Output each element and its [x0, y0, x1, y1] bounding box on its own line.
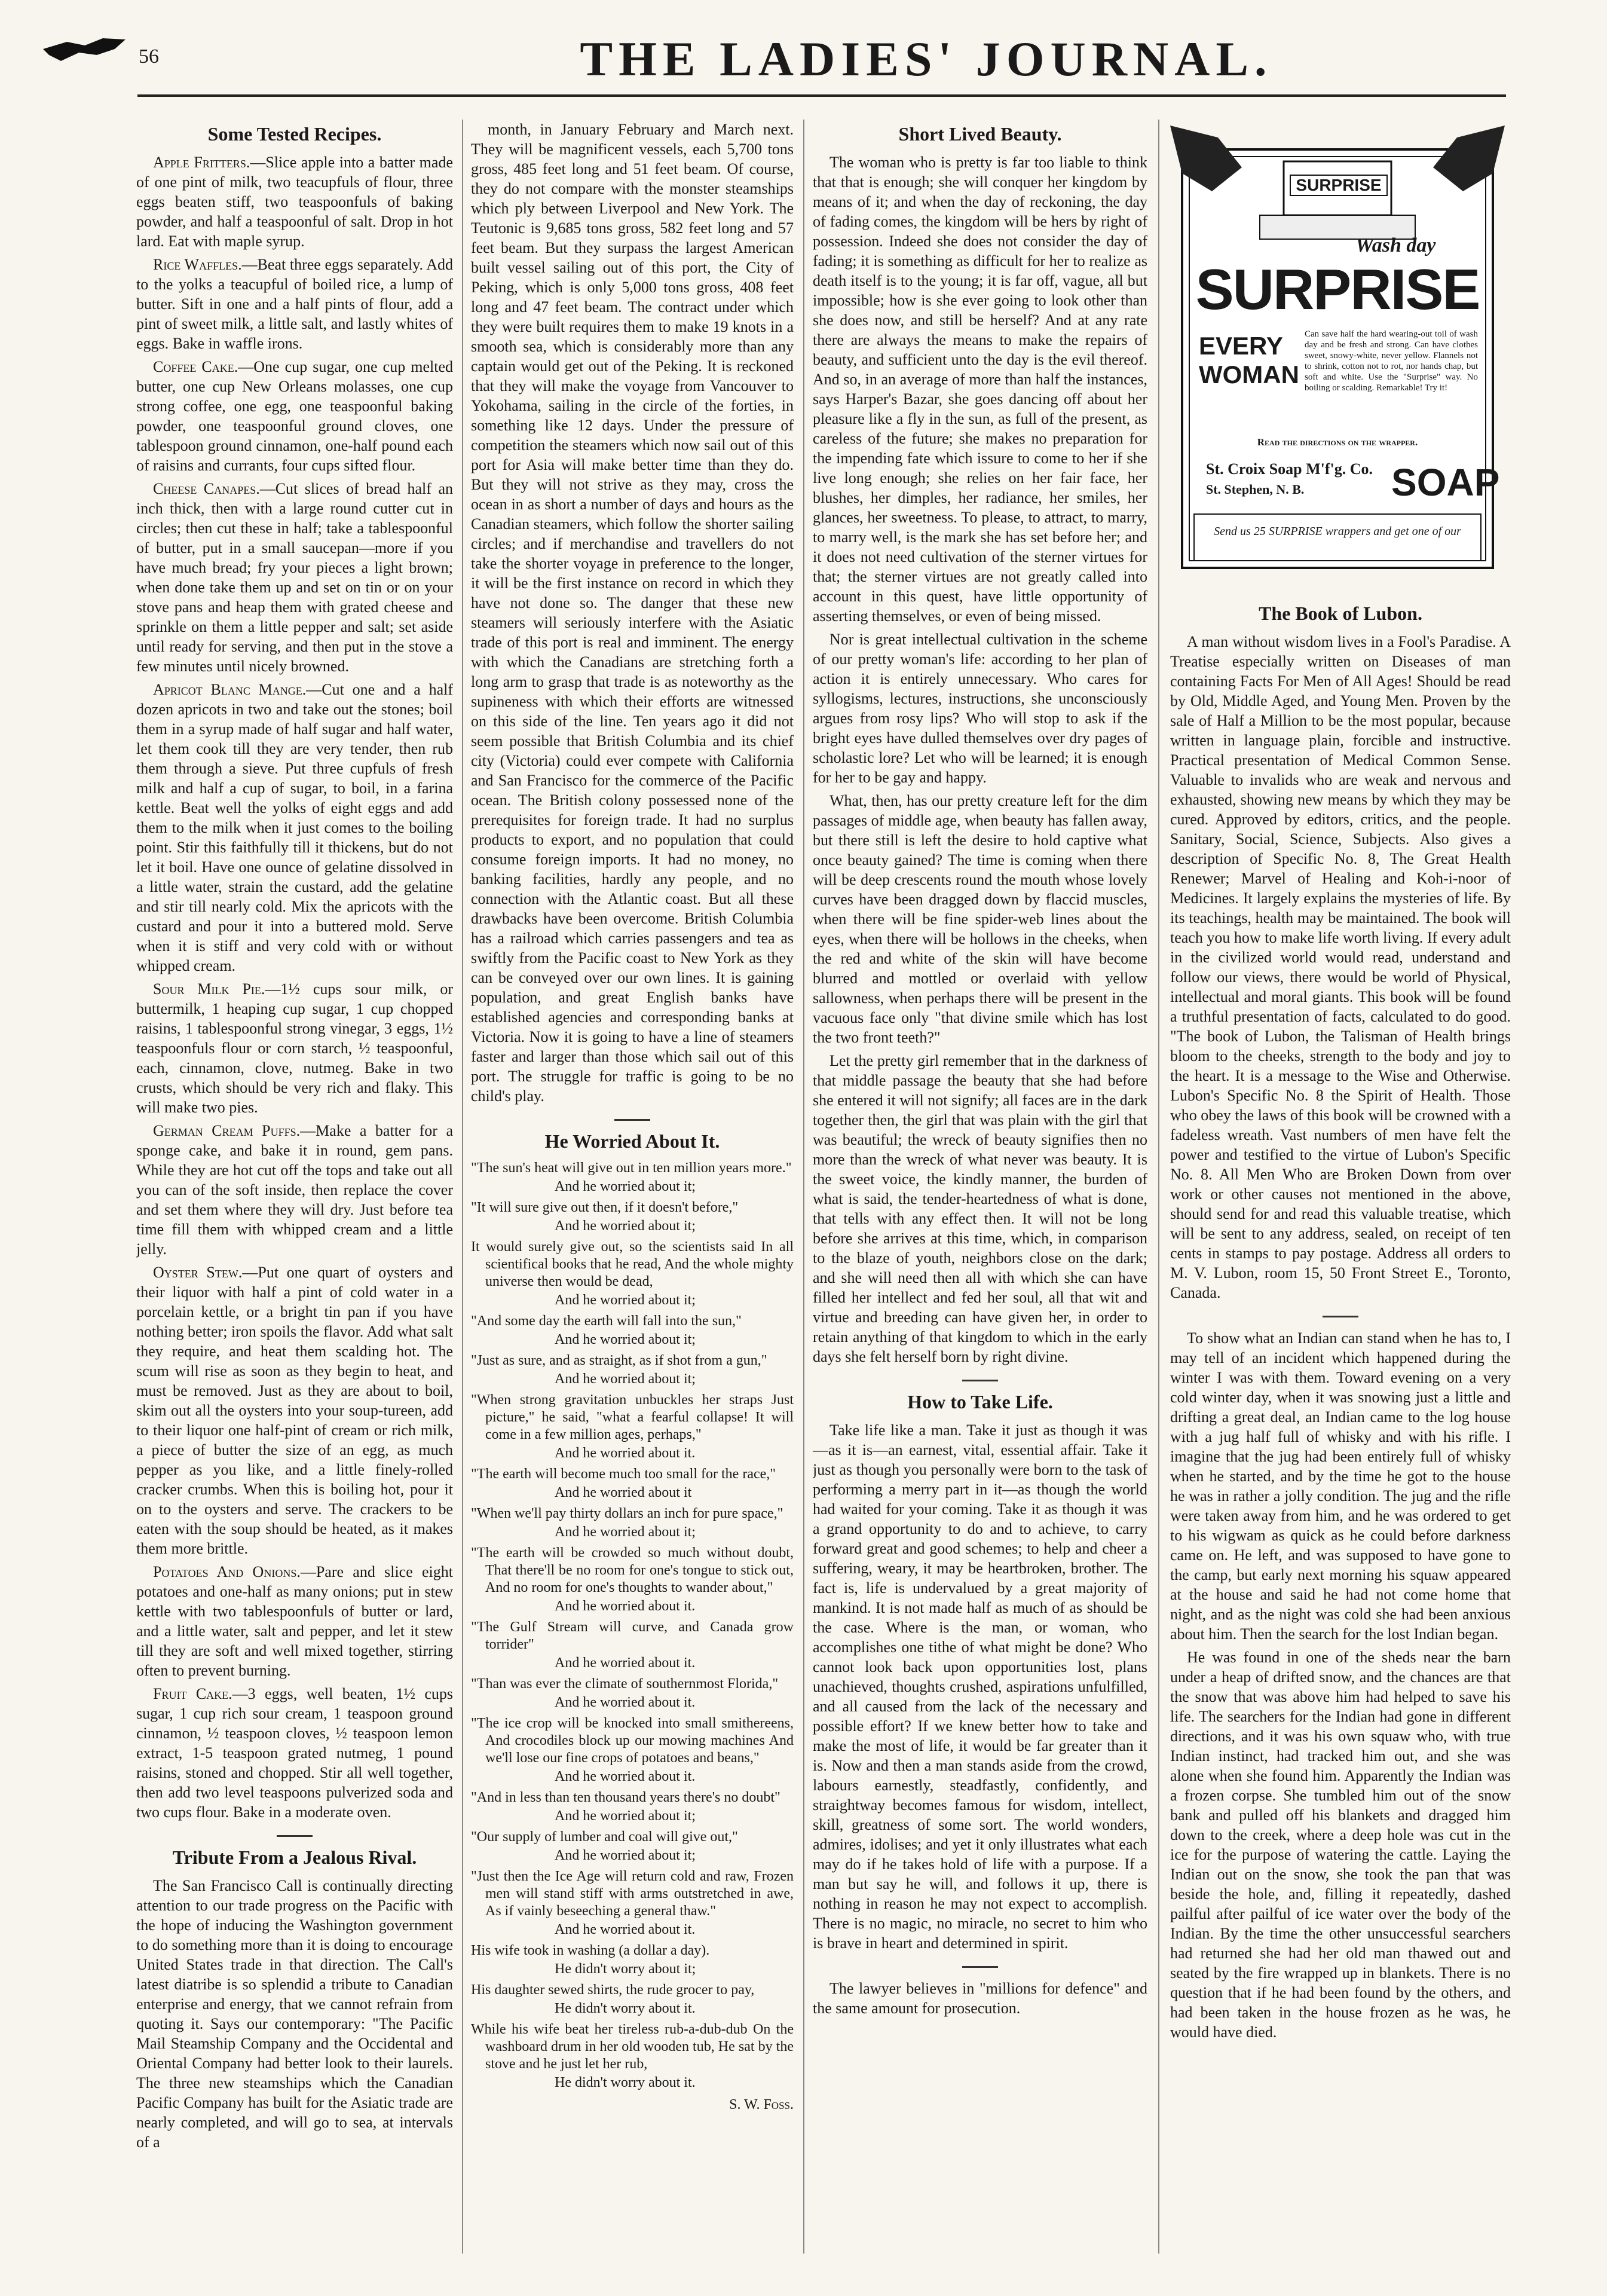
ad-big-word: SURPRISE	[1195, 258, 1480, 322]
recipe-paragraph	[136, 979, 453, 1117]
poem-refrain: And he worried about it;	[555, 1524, 696, 1540]
recipe-text: —Slice apple into a batter made of one pint of milk, two teacupfuls of flour, three eggs beaten stiff, two teaspoonfuls of baking powder, and half a teaspoonful of salt. Drop in hot lard. Eat with maple syrup.	[136, 154, 453, 250]
recipe-paragraph	[136, 357, 453, 475]
recipes-list	[136, 152, 453, 1822]
recipe-text: —3 eggs, well beaten, 1½ cups sugar, 1 cup rich sour cream, 1 teaspoon ground cinnamon, ½ teaspoon cloves, ½ teaspoon lemon extract, 1-5 teaspoon grated nutmeg, 1 pound raisins, stoned and chopped. Stir all well together, then add two level teaspoons pulverized soda and two cups flour. Bake in a moderate oven.	[136, 1685, 453, 1821]
poem-line: "When strong gravitation unbuckles her straps Just picture," he said, "what a fearful collapse! It will come in a few million ages, perhaps,"	[471, 1392, 794, 1442]
recipe-name: Potatoes And Onions.	[153, 1563, 301, 1580]
recipe-name: Cheese Canapes.	[153, 480, 260, 497]
corner-ornament	[43, 37, 127, 70]
tribute-heading: Tribute From a Jealous Rival.	[172, 1846, 417, 1868]
poem-refrain: And he worried about it;	[555, 1179, 696, 1194]
poem-line: "And some day the earth will fall into the sun,"	[471, 1313, 742, 1329]
beauty-heading: Short Lived Beauty.	[898, 123, 1062, 145]
poem-line: "Than was ever the climate of southernmost Florida,"	[471, 1676, 779, 1692]
recipe-name: Rice Waffles.	[153, 256, 242, 273]
column-divider	[462, 120, 463, 2254]
poem-line: "And in less than ten thousand years there's no doubt"	[471, 1790, 780, 1805]
lubon-paragraph: A man without wisdom lives in a Fool's Paradise. A Treatise especially written on Diseases of man containing Facts For Men of All Ages! Should be read by Old, Middle Aged, and Young Men. Proven by the sale of Half a Million to be the most popular, because written in language plain, forcible and instructive. Practical presentation of Medical Common Sense. Valuable to invalids who are weak and nervous and exhausted, showing new means by which they may be cured. Approved by editors, critics, and the people. Sanitary, Social, Science, Subjects. Also gives a description of Specific No. 8, The Great Health Renewer; Marvel of Healing and Koh-i-noor of Medicines. It largely explains the mysteries of life. By its teachings, health may be maintained. The book will teach you how to make life worth living. If every adult in the civilized world would read, understand and follow our views, there would be world of Physical, intellectual and moral giants. This book will be found a truthful presentation of facts, calculated to do good. "The book of Lubon, the Talisman of Health brings bloom to the cheeks, strength to the body and joy to the heart. It is a message to the Wise and Otherwise. Lubon's Specific No. 8 the Spirit of Health. Those who obey the laws of this book will be crowned with a fadeless wreath. Vast numbers of men have felt the power and testified to the virtue of Lubon's Specific No. 8. All Men Who are Broken Down from over work or other causes not mentioned in the above, should send for and read this valuable treatise, which will be sent to any address, sealed, on receipt of ten cents in stamps to pay postage. Address all orders to M. V. Lubon, room 15, 50 Front Street E., Toronto, Canada.	[1170, 633, 1511, 1301]
recipe-paragraph	[136, 479, 453, 676]
poem-line: "The earth will be crowded so much without doubt, That there'll be no room for one's tongue to stick out, And no room for one's thoughts to wander about,"	[471, 1545, 794, 1595]
section-divider	[614, 1119, 650, 1121]
recipe-name: Apricot Blanc Mange.	[153, 681, 307, 698]
section-divider	[962, 1380, 998, 1381]
column-2	[471, 120, 794, 2254]
poem-line: "Our supply of lumber and coal will give out,"	[471, 1829, 738, 1845]
poem-refrain: He didn't worry about it.	[555, 2001, 696, 2016]
section-divider	[277, 1835, 313, 1837]
poem	[471, 1160, 794, 2092]
recipe-name: Coffee Cake.	[153, 358, 238, 375]
recipe-text: —Beat three eggs separately. Add to the yolks a teacupful of boiled rice, a lump of butter. Sift in one and a half pints of flour, add a pint of sweet milk, a little salt, and lastly whites of eggs. Bake in waffle irons.	[136, 256, 453, 352]
poem-line: "It will sure give out then, if it doesn't before,"	[471, 1200, 739, 1215]
poem-author: S. W. Foss.	[729, 2097, 794, 2112]
poem-refrain: And he worried about it;	[555, 1848, 696, 1863]
poem-refrain: And he worried about it;	[555, 1332, 696, 1347]
recipe-paragraph	[136, 1562, 453, 1680]
poem-line: "The ice crop will be knocked into small smithereens, And crocodiles block up our mowing machines And we'll lose our fine crops of potatoes and beans,"	[471, 1716, 794, 1766]
recipe-paragraph	[136, 1684, 453, 1822]
recipe-paragraph	[136, 1121, 453, 1259]
page-number: 56	[139, 45, 159, 68]
poem-refrain: And he worried about it.	[555, 1655, 696, 1671]
surprise-soap-advertisement	[1170, 126, 1505, 592]
poem-refrain: And he worried about it.	[555, 1695, 696, 1710]
lawyer-note: The lawyer believes in "millions for defence" and the same amount for prosecution.	[813, 1980, 1147, 2017]
recipe-text: —Pare and slice eight potatoes and one-half as many onions; put in stew kettle with two tablespoonfuls of butter or lard, and a little water, salt and pepper, and let it stew till they are soft and well mixed together, stirring often to prevent burning.	[136, 1563, 453, 1679]
poem-refrain: And he worried about it;	[555, 1292, 696, 1308]
beauty-paragraph: Nor is great intellectual cultivation in the scheme of our pretty woman's life: according to her plan of action it is entirely unnecessary. Who cares for syllogisms, lectures, instructions, she unconsciously argues from rosy lips? Who will stop to ask if the bright eyes have dulled themselves over dry pages of scholastic lore? Let who will be learned; it is enough for her to be gay and happy.	[813, 631, 1147, 786]
lubon-heading: The Book of Lubon.	[1259, 603, 1422, 624]
recipe-paragraph	[136, 1262, 453, 1558]
poem-line: "The earth will become much too small for the race,"	[471, 1466, 776, 1482]
poem-line: "When we'll pay thirty dollars an inch for pure space,"	[471, 1506, 783, 1521]
poem-refrain: And he worried about it.	[555, 1769, 696, 1784]
recipe-text: —Put one quart of oysters and their liquor with half a pint of cold water in a porcelain kettle, or a bright tin pan if you have nothing better; iron spoils the flavor. Add what salt they require, and heat them scalding hot. The scum will rise as soon as they begin to heat, and must be removed. Just as they are about to boil, skim out all the oysters into your soup-tureen, add to their liquor one half-pint of cream or rich milk, a piece of butter the size of an egg, as much pepper as you like, and a little finely-rolled cracker crumbs. When this is boiling hot, pour it on to the oysters and serve. The crackers to be eaten with the soup should be heated, as it makes them more brittle.	[136, 1264, 453, 1557]
poem-line: "Just then the Ice Age will return cold and raw, Frozen men will stand stiff with arms outstretched in awe, As if vainly beseeching a general thaw."	[471, 1869, 794, 1919]
column-divider	[1158, 120, 1159, 2254]
ad-place: St. Stephen, N. B.	[1206, 482, 1305, 497]
poem-refrain: And he worried about it;	[555, 1808, 696, 1824]
column-divider	[803, 120, 804, 2254]
indian-paragraph: To show what an Indian can stand when he has to, I may tell of an incident which happened during the winter I was with them. Toward evening on a very cold winter day, when it was snowing just a little and drifting a great deal, an Indian came to the log house with a jug half full of whisky and with his rifle. I imagine that the jug had been entirely full of whisky when he started, and by the time he got to the house he was in rather a jolly condition. The jug and the rifle were taken away from him, and he was ordered to get to his wigwam as quick as he could before darkness came on. He left, and was supposed to have gone to the camp, but early next morning his squaw appeared at the house and said he had not come home that night, and as the night was cold she had been anxious about him. Then the search for the lost Indian began.	[1170, 1329, 1511, 1643]
ad-copy: Can save half the hard wearing-out toil of wash day and be fresh and strong. Can have clothes sweet, snowy-white, never yellow. Flannels not to shrink, cotton not to rot, nor hands chap, but soft and white. Use the "Surprise" way. No boiling or scalding. Remarkable! Try it!	[1305, 329, 1478, 393]
column-3	[813, 120, 1147, 2254]
beauty-article	[813, 152, 1147, 1366]
indian-paragraph: He was found in one of the sheds near the barn under a heap of drifted snow, and the chances are that the snow that was above him had helped to save his life. The searchers for the Indian had gone in different directions, and it was his own squaw who, with true Indian instinct, had tracked him out, and she was alone when she found him. Apparently the Indian was a frozen corpse. She tumbled him out of the snow bank and pulled off his blankets and dragged him down to the creek, where a deep hole was cut in the ice for the purpose of watering the cattle. Laying the Indian out on the snow, she took the pan that was beside the hole, and, filling it repeatedly, dashed pailful after pailful of ice water over the body of the Indian. By the time the other unsuccessful searchers had returned she had her old man thawed out and seated by the fire wrapped up in blankets. There is no question that if he had been found by the others, and had been taken in the house frozen as he was, he would have died.	[1170, 1649, 1511, 2041]
poem-refrain: He didn't worry about it.	[555, 2075, 696, 2090]
poem-line: While his wife beat her tireless rub-a-dub-dub On the washboard drum in her old wooden tub, He sat by the stove and he just let her rub,	[471, 2022, 794, 2072]
recipe-text: —Cut one and a half dozen apricots in two and take out the stones; boil them in a syrup made of half sugar and half water, let them cook till they are very tender, then rub them through a sieve. Put three cupfuls of fresh milk and half a cup of sugar, to boil, in a farina kettle. Beat well the yolks of eight eggs and add them to the milk when it just comes to the boiling point. Stir this faithfully till it thickens, but do not let it boil. Have one ounce of gelatine dissolved in a little water, strain the custard, add the gelatine and stir till nearly cold. Mix the apricots with the custard and pour it into a buttered mold. Serve when it is stiff and very cold with or without whipped cream.	[136, 681, 453, 974]
poem-line: His daughter sewed shirts, the rude grocer to pay,	[471, 1982, 755, 1998]
ad-directions: Read the directions on the wrapper.	[1257, 436, 1418, 448]
life-heading: How to Take Life.	[907, 1391, 1053, 1413]
recipes-heading: Some Tested Recipes.	[207, 123, 382, 145]
recipe-paragraph	[136, 255, 453, 353]
recipe-paragraph	[136, 680, 453, 976]
beauty-paragraph: The woman who is pretty is far too liable to think that that is enough; she will conquer her kingdom by means of it; and when the day of reckoning, the day of fading comes, the kingdom will be hers by right of possession. Indeed she does not consider the day of fading; it is something as difficult for her to realize as death itself is to the young; it is far off, vague, all but impossible; how is she ever going to look other than she does now, and still be herself? And at any rate there are always the means to make the repairs of beauty, and sufficient unto the day is the evil thereof. And so, in an average of more than half the instances, says Harper's Bazar, she goes dancing off about her pleasure like a fly in the sun, as full of the present, as careless of the future; she makes no preparation for the impending fate which issure to come to her if she live long enough; she relies on her fair face, her blushes, her dimples, her radiance, her smiles, her glances, her sweetness. To please, to attract, to marry, to marry well, is the mark she has set before her; and it does not need cultivation of the sterner virtues for that; the sterner virtues are not greatly called into account in this quest, have little opportunity of asserting themselves, or even of being missed.	[813, 154, 1147, 625]
worried-heading: He Worried About It.	[544, 1130, 720, 1152]
column-1	[136, 120, 453, 2254]
recipe-name: Apple Fritters.	[153, 154, 250, 171]
section-divider	[1323, 1316, 1358, 1317]
recipe-name: German Cream Puffs.	[153, 1122, 301, 1139]
recipe-name: Fruit Cake.	[153, 1685, 232, 1702]
poem-refrain: And he worried about it.	[555, 1922, 696, 1937]
ad-soap-word: SOAP	[1391, 461, 1500, 504]
column-4	[1170, 120, 1511, 2254]
poem-refrain: And he worried about it;	[555, 1218, 696, 1234]
poem-line: "The sun's heat will give out in ten million years more."	[471, 1160, 792, 1176]
life-article	[813, 1420, 1147, 1953]
indian-article	[1170, 1328, 1511, 2042]
poem-line: "The Gulf Stream will curve, and Canada grow torrider"	[471, 1619, 794, 1652]
poem-refrain: He didn't worry about it;	[555, 1961, 696, 1977]
recipe-text: —One cup sugar, one cup melted butter, one cup New Orleans molasses, one cup strong coffee, one egg, one teaspoonful baking powder, one teaspoonful ground cloves, one tablespoon ground cinnamon, one-half pound each of raisins and currants, four cups sifted flour.	[136, 358, 453, 474]
recipe-name: Oyster Stew.	[153, 1264, 243, 1281]
ad-small-word: Wash day	[1355, 234, 1436, 256]
poem-line: "Just as sure, and as straight, as if shot from a gun,"	[471, 1353, 767, 1368]
poem-line: His wife took in washing (a dollar a day).	[471, 1943, 710, 1958]
masthead-rule	[137, 94, 1506, 97]
section-divider	[962, 1966, 998, 1968]
recipe-paragraph	[136, 152, 453, 251]
tribute-paragraph: The San Francisco Call is continually directing attention to our trade progress on the Pacific with the hope of inducing the Washington government to do something more than it is doing to encourage United States trade in that direction. The Call's latest diatribe is so splendid a tribute to Canadian enterprise and energy, that we cannot refrain from quoting it. Says our contemporary: "The Pacific Mail Steamship Company and the Occidental and Oriental Company had better look to their laurels. The three new steamships which the Canadian Pacific Company has built for the Asiatic trade are nearly completed, and will go to sea, at intervals of a	[136, 1877, 453, 2151]
poem-refrain: And he worried about it.	[555, 1598, 696, 1614]
ad-footer: Send us 25 SURPRISE wrappers and get one of our	[1214, 525, 1461, 538]
masthead-title: THE LADIES' JOURNAL.	[580, 32, 1273, 86]
life-paragraph: Take life like a man. Take it just as though it was—as it is—an earnest, vital, essential affair. Take it just as though you personally were born to the task of performing a merry part in it—as though the world had waited for your coming. Take it as though it was a grand opportunity to do and to achieve, to carry forward great and good schemes; to help and cheer a suffering, weary, it may be heartbroken, brother. The fact is, life is undervalued by a great majority of mankind. It is not made half as much of as should be the case. Where is the man, or woman, who accomplishes one tithe of what might be done? Who cannot look back upon opportunities lost, plans unachieved, thoughts crushed, aspirations unfulfilled, and all caused from the lack of the necessary and possible effort? If we knew better how to take and make the most of life, it would be far greater than it is. Now and then a man stands aside from the crowd, labours earnestly, steadfastly, confidently, and straightway becomes famous for wisdom, intellect, skill, greatness of some sort. The world wonders, admires, idolises; and yet it only illustrates what each may do if he takes hold of life with a purpose. If a man but say he will, and follows it up, there is nothing in reason he may not expect to accomplish. There is no magic, no miracle, no secret to him who is brave in heart and determined in spirit.	[813, 1421, 1147, 1952]
poem-line: It would surely give out, so the scientists said In all scientifical books that he read, And the whole mighty universe then would be dead,	[471, 1239, 794, 1289]
poem-refrain: And he worried about it.	[555, 1445, 696, 1461]
poem-refrain: And he worried about it;	[555, 1371, 696, 1387]
beauty-paragraph: What, then, has our pretty creature left for the dim passages of middle age, when beauty has fallen away, but there still is left the desire to hold captive what once beauty gained? The time is coming when there will be deep crescents round the mouth whose lovely curves have been dragged down by flaccid muscles, when there will be fine spider-web lines about the eyes, when there will be hollows in the cheeks, when the red and white of the skin will have become blurred and mottled or overlaid with yellow sallowness, when perhaps there will be present in the vacuous face only "that divine smile which has lost the two front teeth?"	[813, 792, 1147, 1046]
tribute-paragraph: month, in January February and March next. They will be magnificent vessels, each 5,700 tons gross, 485 feet long and 51 feet beam. Of course, they do not compare with the monster steamships which ply between Liverpool and New York. The Teutonic is 9,685 tons gross, 582 feet long and 57 feet beam. But they surpass the largest American built vessel sailing out of this port, the City of Peking, which is only 5,000 tons gross, 408 feet long and 47 feet beam. The contract under which they were built requires them to make 19 knots in a smooth sea, which is considerably more than any captain would get out of the Peking. It is reckoned that they will make the voyage from Vancouver to Yokohama, sailing in the circle of the forties, in something like 12 days. Under the pressure of competition the steamers which now sail out of this port for Asia will make better time than they do. But they will not strive as they may, cross the ocean in as short a number of days and hours as the Canadian steamers, which follow the shorter sailing circles; and if merchandise and travellers do not take the shorter voyage in preference to the longer, it will be the first instance on record in which they have not done so. The danger that these new steamers will seriously interfere with the Asiatic trade of this port is real and imminent. The energy with which the Canadians are stretching forth a long arm to grasp that trade is as noteworthy as the supineness with which their efforts are witnessed on this side of the line. Ten years ago it did not seem possible that British Columbia and its chief city (Victoria) could ever compete with California and San Francisco for the commerce of the Pacific ocean. The British colony possessed none of the prerequisites for foreign trade. It had no surplus products to export, and no population that could consume foreign imports. It had no money, no banking facilities, hardly any people, and no connection with the Atlantic coast. But all these drawbacks have been overcome. British Columbia has a railroad which carries passengers and tea as swiftly from the Pacific coast to New York as they can be conveyed over our own lines. It is gaining population, and great English banks have established agencies and corresponding banks at Victoria. Now it is going to have a line of steamers faster and larger than those which sail out of this port. The struggle for traffic is going to be no child's play.	[471, 121, 794, 1105]
recipe-text: —Make a batter for a sponge cake, and bake it in round, gem pans. While they are hot cut off the tops and take out all you can of the soft inside, then replace the cover and set them where they will dry. Just before tea time fill them with whipped cream and a little jelly.	[136, 1122, 453, 1258]
ad-every-woman: EVERY WOMAN	[1199, 332, 1299, 389]
poem-refrain: And he worried about it	[555, 1485, 692, 1500]
recipe-name: Sour Milk Pie.	[153, 980, 265, 998]
recipe-text: —1½ cups sour milk, or buttermilk, 1 heaping cup sugar, 1 cup chopped raisins, 1 tablespoonful strong vinegar, 3 eggs, 1½ teaspoonfuls flour or corn starch, ½ teaspoonful, each, cinnamon, clove, nutmeg. Bake in two crusts, which should be very rich and flaky. This will make two pies.	[136, 980, 453, 1116]
beauty-paragraph: Let the pretty girl remember that in the darkness of that middle passage the beauty that she had before she entered it will not signify; all faces are in the dark together then, the girl that was plain with the girl that was beautiful; the wreck of beauty signifies then no more than the wreck of what never was beauty. It is the sweet voice, the kindly manner, the burden of what is said, the tender-heartedness of what is done, that tells with any effect then. It will not be long before she arrives at this time, which, in comparison to the blaze of youth, neighbors close on the dark; and she will need then all with which she can have filled her intellect and fed her soul, all that wit and virtue and breeding can have given her, in order to retain anything of that kingdom to which in the early days she felt herself born by right divine.	[813, 1052, 1147, 1365]
tribute-continued	[471, 120, 794, 1106]
ad-box-label: SURPRISE	[1290, 175, 1388, 196]
recipe-text: —Cut slices of bread half an inch thick, then with a large round cutter cut in circles; then cut these in half; take a tablespoonful of butter, put in a small saucepan—more if you have much bread; fry your pieces a light brown; when done take them up and set on tin or on your stove pans and heap them with grated cheese and sprinkle on them a little pepper and salt; set aside until ready for serving, and then put in the stove a few minutes until nicely browned.	[136, 480, 453, 675]
ad-maker: St. Croix Soap M'f'g. Co.	[1206, 460, 1373, 478]
